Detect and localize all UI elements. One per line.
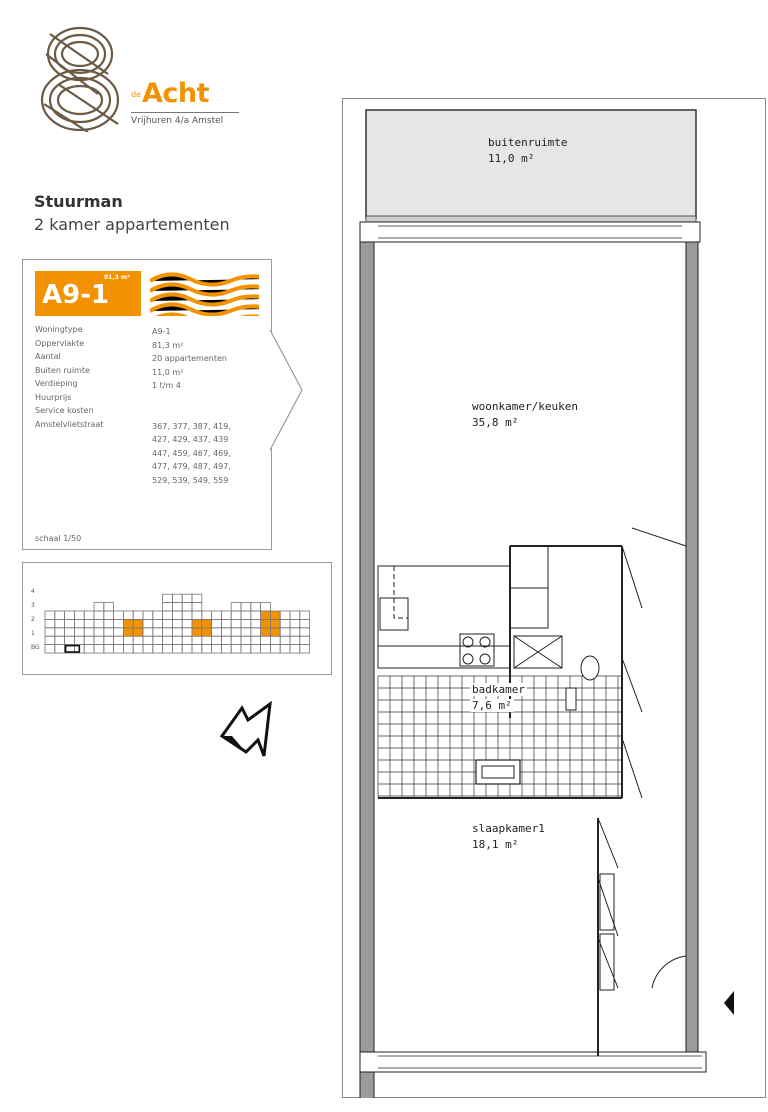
brand-divider [131, 112, 239, 113]
spec-value: 1 t/m 4 [152, 381, 181, 390]
spec-label: Huurprijs [35, 392, 72, 402]
room-area: 35,8 m² [472, 416, 519, 429]
scale-label: schaal 1/50 [35, 534, 82, 543]
spec-label: Amstelvlietstraat [35, 419, 104, 429]
spec-label: Aantal [35, 352, 61, 361]
page-title: Stuurman [34, 192, 123, 211]
page-subtitle: 2 kamer appartementen [34, 215, 230, 234]
unit-code: A9-1 [42, 280, 110, 310]
floor-label: 3 [31, 602, 35, 609]
pattern-swatch [150, 271, 259, 316]
spec-value: 529, 539, 549, 559 [152, 475, 229, 485]
room-name: woonkamer/keuken [472, 400, 578, 413]
brand-tagline: Vrijhuren 4/a Amstel [131, 116, 224, 126]
room-name: slaapkamer1 [472, 822, 545, 835]
floor-label: BG [31, 644, 40, 651]
brand-sup: de [131, 90, 141, 99]
spec-value: 477, 479, 487, 497, [152, 462, 231, 471]
location-card [22, 562, 332, 675]
room-area: 18,1 m² [472, 838, 519, 851]
room-area: 7,6 m² [472, 699, 512, 712]
spec-value: 367, 377, 387, 419, [152, 421, 231, 431]
spec-value: 20 appartementen [152, 354, 227, 363]
floor-label: 2 [31, 616, 35, 623]
spec-value: A9-1 [152, 327, 171, 336]
spec-value: 81,3 m² [152, 340, 184, 350]
spec-value: 447, 459, 467, 469, [152, 448, 231, 458]
floor-label: 1 [31, 630, 35, 637]
unit-area-badge: 81,3 m² [104, 274, 130, 281]
spec-value: 427, 429, 437, 439 [152, 435, 229, 444]
spec-value: 11,0 m² [152, 367, 184, 377]
north-arrow-icon [218, 700, 278, 760]
floor-label: 4 [31, 588, 35, 595]
spec-label: Buiten ruimte [35, 365, 90, 375]
logo-icon [38, 24, 122, 132]
building-location-grid [23, 563, 331, 674]
room-name: buitenruimte [488, 136, 568, 149]
spec-label: Woningtype [35, 325, 83, 334]
brand-name: Acht [142, 78, 210, 109]
pointer-arrow-icon [268, 330, 308, 450]
room-area: 11,0 m² [488, 152, 535, 165]
spec-label: Verdieping [35, 379, 78, 388]
room-name: badkamer [472, 683, 525, 696]
spec-label: Service kosten [35, 406, 94, 415]
spec-label: Oppervlakte [35, 338, 85, 348]
floor-plan [342, 98, 766, 1098]
